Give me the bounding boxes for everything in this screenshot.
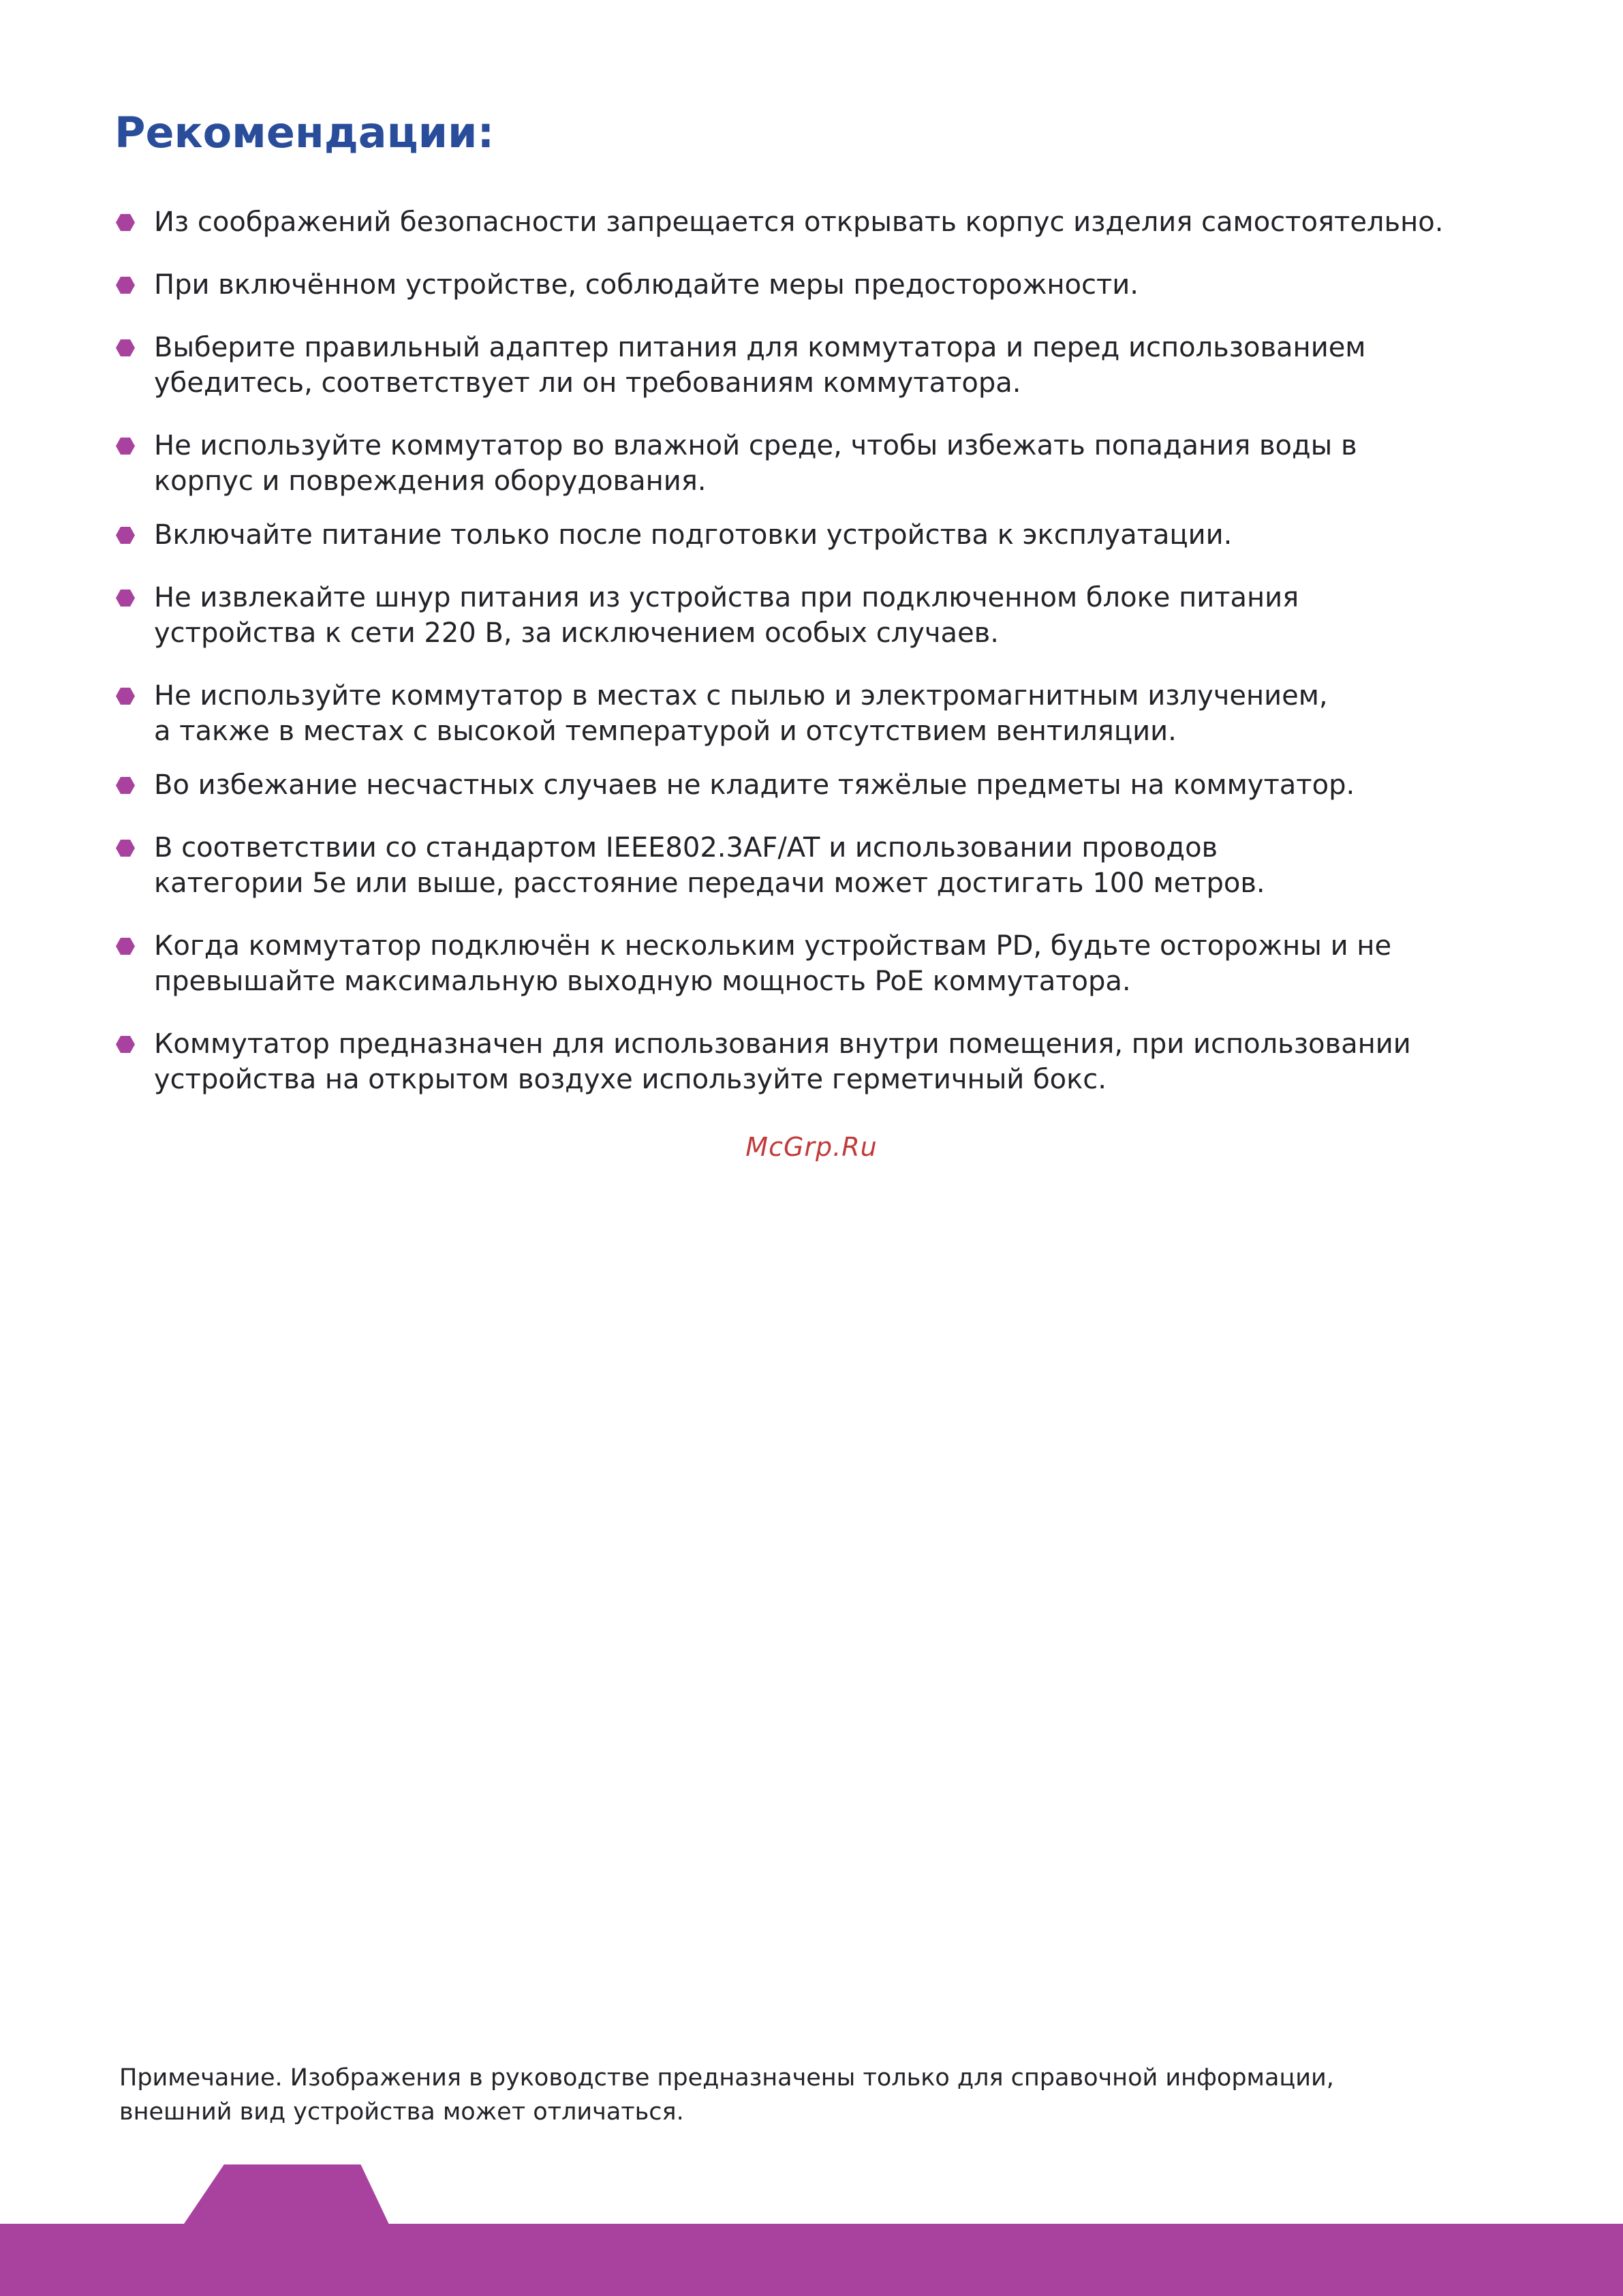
- list-item: [114, 830, 1525, 901]
- list-item-text: Выберите правильный адаптер питания для коммутатора и перед использованием: [154, 332, 1366, 363]
- hexagon-bullet-icon: [116, 777, 135, 794]
- list-item: [114, 678, 1525, 749]
- list-item: [114, 928, 1525, 999]
- hexagon-bullet-icon: [116, 840, 135, 857]
- hexagon-bullet-icon: [116, 339, 135, 356]
- list-item-text: а также в местах с высокой температурой и отсутствием вентиляции.: [154, 716, 1177, 747]
- list-item-text: Коммутатор предназначен для использования внутри помещения, при использовании: [154, 1028, 1411, 1060]
- recommendations-list: [114, 204, 1525, 1124]
- list-item-text: При включённом устройстве, соблюдайте меры предосторожности.: [154, 269, 1139, 301]
- hexagon-bullet-icon: [116, 277, 135, 294]
- list-item-text: В соответствии со стандартом IEEE802.3AF/AT и использовании проводов: [154, 832, 1218, 863]
- note-line: внешний вид устройства может отличаться.: [119, 2098, 684, 2126]
- list-item: [114, 580, 1525, 651]
- list-item: [114, 767, 1525, 803]
- list-item-text: Из соображений безопасности запрещается открывать корпус изделия самостоятельно.: [154, 206, 1444, 238]
- list-item-text: Включайте питание только после подготовки устройства к эксплуатации.: [154, 519, 1233, 551]
- list-item: [114, 204, 1525, 240]
- page-title: Рекомендации:: [114, 108, 495, 157]
- hexagon-bullet-icon: [116, 214, 135, 231]
- hexagon-bullet-icon: [116, 938, 135, 955]
- list-item-text: Во избежание несчастных случаев не кладите тяжёлые предметы на коммутатор.: [154, 769, 1355, 801]
- note-line: Примечание. Изображения в руководстве предназначены только для справочной информации,: [119, 2064, 1334, 2092]
- list-item-text: превышайте максимальную выходную мощность PoE коммутатора.: [154, 966, 1131, 997]
- list-item-text: устройства на открытом воздухе используйте герметичный бокс.: [154, 1064, 1107, 1095]
- note-text: [119, 2061, 1550, 2129]
- hexagon-bullet-icon: [116, 590, 135, 607]
- hexagon-bullet-icon: [116, 688, 135, 705]
- list-item: [114, 517, 1525, 553]
- list-item-text: устройства к сети 220 В, за исключением особых случаев.: [154, 617, 999, 649]
- watermark: McGrp.Ru: [745, 1132, 878, 1162]
- footer-band-decoration: [0, 2224, 1623, 2296]
- footer-tab-decoration: [183, 2164, 390, 2226]
- hexagon-bullet-icon: [116, 438, 135, 455]
- list-item: [114, 1026, 1525, 1097]
- hexagon-bullet-icon: [116, 1036, 135, 1053]
- list-item-text: Когда коммутатор подключён к нескольким устройствам PD, будьте осторожны и не: [154, 930, 1392, 962]
- list-item-text: Не используйте коммутатор в местах с пылью и электромагнитным излучением,: [154, 680, 1328, 711]
- list-item-text: убедитесь, соответствует ли он требованиям коммутатора.: [154, 367, 1021, 399]
- list-item-text: корпус и повреждения оборудования.: [154, 465, 707, 497]
- list-item-text: Не извлекайте шнур питания из устройства при подключенном блоке питания: [154, 582, 1299, 613]
- list-item-text: категории 5е или выше, расстояние передачи может достигать 100 метров.: [154, 868, 1265, 899]
- list-item: [114, 330, 1525, 401]
- list-item: [114, 428, 1525, 499]
- hexagon-bullet-icon: [116, 527, 135, 544]
- list-item-text: Не используйте коммутатор во влажной среде, чтобы избежать попадания воды в: [154, 430, 1357, 461]
- list-item: [114, 267, 1525, 303]
